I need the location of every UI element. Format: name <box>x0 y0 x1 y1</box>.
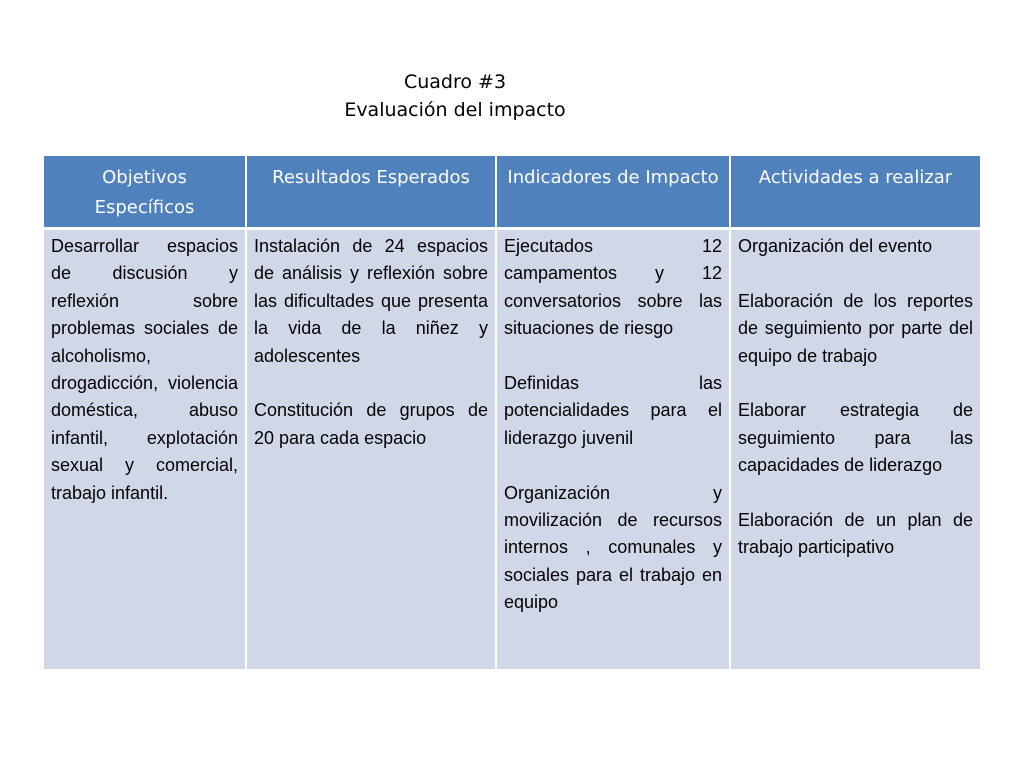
header-row <box>44 156 980 229</box>
indicador-item: Ejecutados 12 campamentos y 12 conversatorios sobre las situaciones de riesgo <box>504 236 722 339</box>
resultado-item: Instalación de 24 espacios de análisis y reflexión sobre las dificultades que presenta la vida de la niñez y adolescentes <box>254 236 488 366</box>
header-indicadores: Indicadores de Impacto <box>496 156 730 229</box>
table-caption <box>300 68 610 124</box>
indicador-item: Definidas las potencialidades para el liderazgo juvenil <box>504 373 722 448</box>
actividad-item: Elaboración de los reportes de seguimiento por parte del equipo de trabajo <box>738 290 973 366</box>
objetivo-text: Desarrollar espacios de discusión y reflexión sobre problemas sociales de alcoholismo, drogadicción, violencia doméstica, abuso infantil, explotación sexual y comercial, trabajo infantil. <box>51 236 238 503</box>
caption-title: Evaluación del impacto <box>344 99 566 121</box>
header-resultados: Resultados Esperados <box>246 156 496 229</box>
cell-resultados <box>246 229 496 669</box>
cell-objetivos <box>44 229 246 669</box>
cell-actividades <box>730 229 980 669</box>
table-row <box>44 229 980 669</box>
actividad-item: Elaboración de un plan de trabajo participativo <box>738 510 973 558</box>
header-actividades: Actividades a realizar <box>730 156 980 229</box>
header-objetivos: Objetivos Específicos <box>44 156 246 229</box>
cell-indicadores <box>496 229 730 669</box>
impact-evaluation-table <box>44 156 980 669</box>
caption-number: Cuadro #3 <box>403 71 507 93</box>
actividad-item: Organización del evento <box>738 236 933 256</box>
indicador-item: Organización y movilización de recursos internos , comunales y sociales para el trabajo en equipo <box>504 482 722 613</box>
actividad-item: Elaborar estrategia de seguimiento para las capacidades de liderazgo <box>738 400 973 476</box>
resultado-item: Constitución de grupos de 20 para cada espacio <box>254 400 488 448</box>
